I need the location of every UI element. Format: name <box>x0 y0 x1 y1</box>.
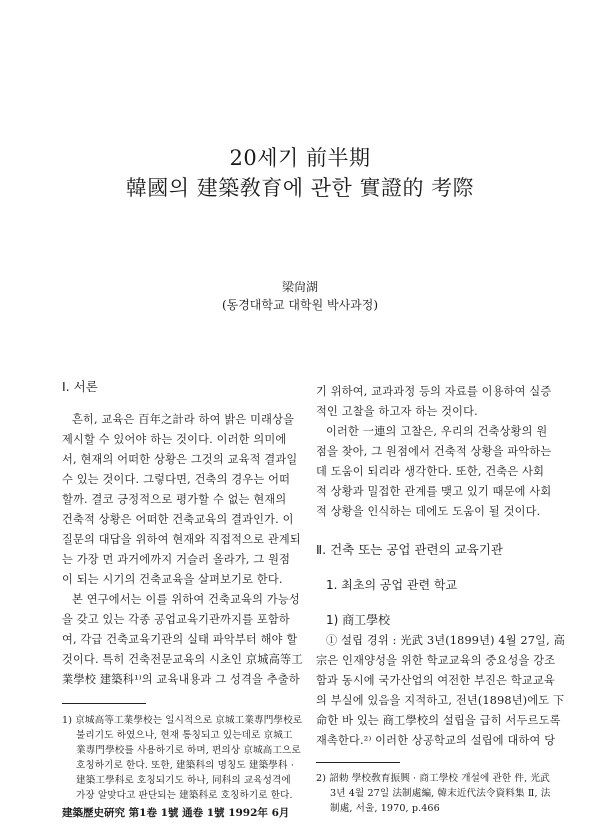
body-line: 것이다. 특히 건축전문교육의 시초인 京城高等工 <box>62 653 303 666</box>
body-line: 재촉한다.²⁾ 이러한 상공학교의 설립에 대하여 당 <box>316 734 556 747</box>
body-line: 는 가장 먼 과거에까지 거슬러 올라가, 그 원점 <box>62 553 291 566</box>
body-line: 할까. 결코 긍정적으로 평가할 수 없는 현재의 <box>62 493 287 506</box>
footnote-rule <box>62 703 146 704</box>
body-line: 흔히, 교육은 百年之計라 하여 밝은 미래상을 <box>72 413 295 426</box>
subsubsection-heading: 1) 商工學校 <box>326 613 391 627</box>
body-line: 적인 고찰을 하고자 하는 것이다. <box>316 405 478 418</box>
body-line: 건축적 상황은 어떠한 건축교육의 결과인가. 이 <box>62 513 294 526</box>
body-line: 질문의 대답을 위하여 현재와 직접적으로 관계되 <box>62 533 301 546</box>
footnote-line: 制處, 서울, 1970, p.466 <box>330 803 440 814</box>
body-line: 宗은 인재양성을 위한 학교교육의 중요성을 강조 <box>316 654 556 667</box>
body-line: 命한 바 있는 商工學校의 설립을 급히 서두르도록 <box>316 714 561 727</box>
body-line: 業學校 建築科¹⁾의 교육내용과 그 성격을 추출하 <box>62 673 300 686</box>
footnote-line: 1) 京城高等工業學校는 일시적으로 京城工業專門學校로 <box>62 715 303 726</box>
journal-footer: 建築歷史硏究 第1卷 1號 通卷 1號 1992年 6月 <box>62 807 290 819</box>
body-line: 기 위하여, 교과과정 등의 자료를 이용하여 실증 <box>316 385 552 398</box>
footnote-line: 業專門學校를 사용하기로 하며, 편의상 京城高工으로 <box>76 745 301 756</box>
footnote-rule <box>316 762 400 763</box>
body-line: 본 연구에서는 이를 위하여 건축교육의 가능성 <box>72 593 300 606</box>
author-name: 梁尙湖 <box>281 280 318 294</box>
body-line: 제시할 수 있어야 하는 것이다. 이러한 의미에 <box>62 433 287 446</box>
author-affiliation: (동경대학교 대학원 박사과정) <box>221 298 379 312</box>
section2-heading: Ⅱ. 건축 또는 공업 관련의 교육기관 <box>316 542 503 557</box>
body-line: 서, 현재의 어떠한 상황은 그것의 교육적 결과일 <box>62 453 298 466</box>
footnote-line: 建築工學科로 호칭되기도 하나, 同科의 교육성격에 <box>76 775 291 786</box>
footnote-line: 가장 알맞다고 판단되는 建築科로 호칭하기로 한다. <box>76 790 293 801</box>
paper-title-line2: 韓國의 建築敎育에 관한 實證的 考際 <box>125 176 475 200</box>
body-line: 데 도움이 되리라 생각한다. 또한, 건축은 사회 <box>316 465 545 478</box>
body-line: 을 갖고 있는 각종 공업교육기관까지를 포함하 <box>62 613 290 626</box>
footnote-line: 불리기도 하였으나, 현재 통칭되고 있는데로 京城工 <box>76 730 293 741</box>
footnote-line: 2) 詔勅 學校敎育振興 · 商工學校 개설에 관한 件, 光武 <box>316 773 550 784</box>
subsection-heading: 1. 최초의 공업 관련 학교 <box>326 578 458 592</box>
body-line: 의 부실에 있음을 지적하고, 전년(1898년)에도 下 <box>316 694 565 707</box>
body-line: 함과 동시에 국가산업의 여전한 부진은 학교교육 <box>316 674 555 687</box>
body-line: ① 설립 경위 : 光武 3년(1899년) 4월 27일, 高 <box>326 634 566 647</box>
section1-heading: Ⅰ. 서론 <box>62 379 98 394</box>
paper-title-line1: 20세기 前半期 <box>229 146 371 170</box>
body-line: 적 상황과 밀접한 관계를 맺고 있기 때문에 사회 <box>316 485 552 498</box>
body-line: 이 되는 시기의 건축교육을 살펴보기로 한다. <box>62 573 283 586</box>
body-line: 점을 찾아, 그 원점에서 건축적 상황을 파악하는 <box>316 445 552 458</box>
body-line: 이러한 一連의 고찰은, 우리의 건축상황의 원 <box>326 425 548 438</box>
footnote-line: 3년 4월 27일 法制處編, 韓末近代法令資料集 Ⅱ, 法 <box>330 788 551 799</box>
body-line: 수 있는 것이다. 그렇다면, 건축의 경우는 어떠 <box>62 473 291 486</box>
footnote-line: 호칭하기로 한다. 또한, 建築科의 명칭도 建築學科 · <box>76 760 294 771</box>
body-line: 적 상황을 인식하는 데에도 도움이 될 것이다. <box>316 505 541 518</box>
body-line: 여, 각급 건축교육기관의 실태 파악부터 해야 할 <box>62 633 298 646</box>
